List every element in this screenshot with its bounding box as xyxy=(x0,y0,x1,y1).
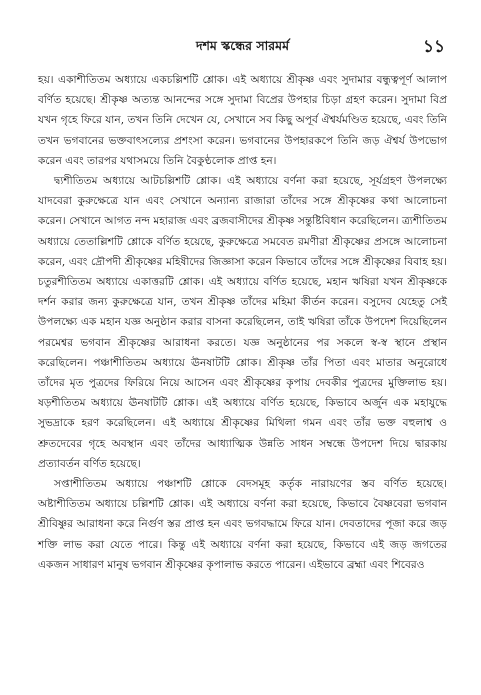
page-body xyxy=(38,70,447,575)
paragraph: সপ্তাশীতিতম অধ্যায়ে পঞ্চাশটি শ্লোকে বেদসমূহ কর্তৃক নারায়ণের স্তব বর্ণিত হয়েছে। অষ্টাশীতিতম অধ্যায়ে চল্লিশটি শ্লোক। এই অধ্যায়ে বর্ণনা করা হয়েছে, কিভাবে বৈষ্ণবেরা ভগবান শ্রীবিষ্ণুর আরাধনা করে নির্গুণ স্তর প্রাপ্ত হন এবং ভগবদ্ধামে ফিরে যান। দেবতাদের পূজা করে জড় শক্তি লাভ করা যেতে পারে। কিন্তু এই অধ্যায়ে বর্ণনা করা হয়েছে, কিভাবে এই জড় জগতের একজন সাধারণ মানুষ ভগবান শ্রীকৃষ্ণের কৃপালাভ করতে পারেন। এইভাবে ব্রহ্মা এবং শিবেরও xyxy=(38,478,447,571)
paragraph: দ্ব্যশীতিতম অধ্যায়ে আটচল্লিশটি শ্লোক। এই অধ্যায়ে বর্ণনা করা হয়েছে, সূর্যগ্রহণ উপলক্ষ্যে যাদবেরা কুরুক্ষেত্রে যান এবং সেখানে অন্যান্য রাজারা তাঁদের সঙ্গে শ্রীকৃষ্ণের কথা আলোচনা করেন। সেখানে আগত নন্দ মহারাজ এবং ব্রজবাসীদের শ্রীকৃষ্ণ সন্তুষ্টিবিধান করেছিলেন। ত্র্যশীতিতম অধ্যায়ে তেতাল্লিশটি শ্লোকে বর্ণিত হয়েছে, কুরুক্ষেত্রে সমবেত রমণীরা শ্রীকৃষ্ণের প্রসঙ্গে আলোচনা করেন, এবং দ্রৌপদী শ্রীকৃষ্ণের মহিষীদের জিজ্ঞাসা করেন কিভাবে তাঁদের সঙ্গে শ্রীকৃষ্ণের বিবাহ হয়। চতুরশীতিতম অধ্যায়ে একাত্তরটি শ্লোক। এই অধ্যায়ে বর্ণিত হয়েছে, মহান ঋষিরা যখন শ্রীকৃষ্ণকে দর্শন করার জন্য কুরুক্ষেত্রে যান, তখন শ্রীকৃষ্ণ তাঁদের মহিমা কীর্তন করেন। বসুদেব যেহেতু সেই উপলক্ষ্যে এক মহান যজ্ঞ অনুষ্ঠান করার বাসনা করেছিলেন, তাই ঋষিরা তাঁকে উপদেশ দিয়েছিলেন পরমেশ্বর ভগবান শ্রীকৃষ্ণের আরাধনা করতে। যজ্ঞ অনুষ্ঠানের পর সকলে স্ব-স্ব স্থানে প্রস্থান করেছিলেন। পঞ্চাশীতিতম অধ্যায়ে ঊনষাটটি শ্লোক। শ্রীকৃষ্ণ তাঁর পিতা এবং মাতার অনুরোধে তাঁদের মৃত পুত্রদের ফিরিয়ে নিয়ে আসেন এবং শ্রীকৃষ্ণের কৃপায় দেবকীর পুত্রদের মুক্তিলাভ হয়। ষড়শীতিতম অধ্যায়ে ঊনষাটটি শ্লোক। এই অধ্যায়ে বর্ণিত হয়েছে, কিভাবে অর্জুন এক মহাযুদ্ধে সুভদ্রাকে হরণ করেছিলেন। এই অধ্যায়ে শ্রীকৃষ্ণের মিথিলা গমন এবং তাঁর ভক্ত বহুলাশ্ব ও শ্রুতদেবের গৃহে অবস্থান এবং তাঁদের আধ্যাত্মিক উন্নতি সাধন সম্বন্ধে উপদেশ দিয়ে দ্বারকায় প্রত্যাবর্তন বর্ণিত হয়েছে। xyxy=(38,175,447,470)
paragraph: হয়। একাশীতিতম অধ্যায়ে একচল্লিশটি শ্লোক। এই অধ্যায়ে শ্রীকৃষ্ণ এবং সুদামার বন্ধুত্বপূর্ণ আলাপ বর্ণিত হয়েছে। শ্রীকৃষ্ণ অত্যন্ত আনন্দের সঙ্গে সুদামা বিপ্রের উপহার চিড়া গ্রহণ করেন। সুদামা বিপ্র যখন গৃহে ফিরে যান, তখন তিনি দেখেন যে, সেখানে সব কিছু অপূর্ব ঐশ্বর্যমণ্ডিত হয়েছে, এবং তিনি তখন ভগবানের ভক্তবাৎসল্যের প্রশংসা করেন। ভগবানের উপহারকপে তিনি জড় ঐশ্বর্য উপভোগ করেন এবং তারপর যথাসময়ে তিনি বৈকুণ্ঠলোক প্রাপ্ত হন। xyxy=(38,74,447,167)
page-header xyxy=(38,34,447,60)
page-number: ১১ xyxy=(422,37,445,57)
running-title: দশম স্কন্ধের সারমর্ম xyxy=(195,38,290,53)
